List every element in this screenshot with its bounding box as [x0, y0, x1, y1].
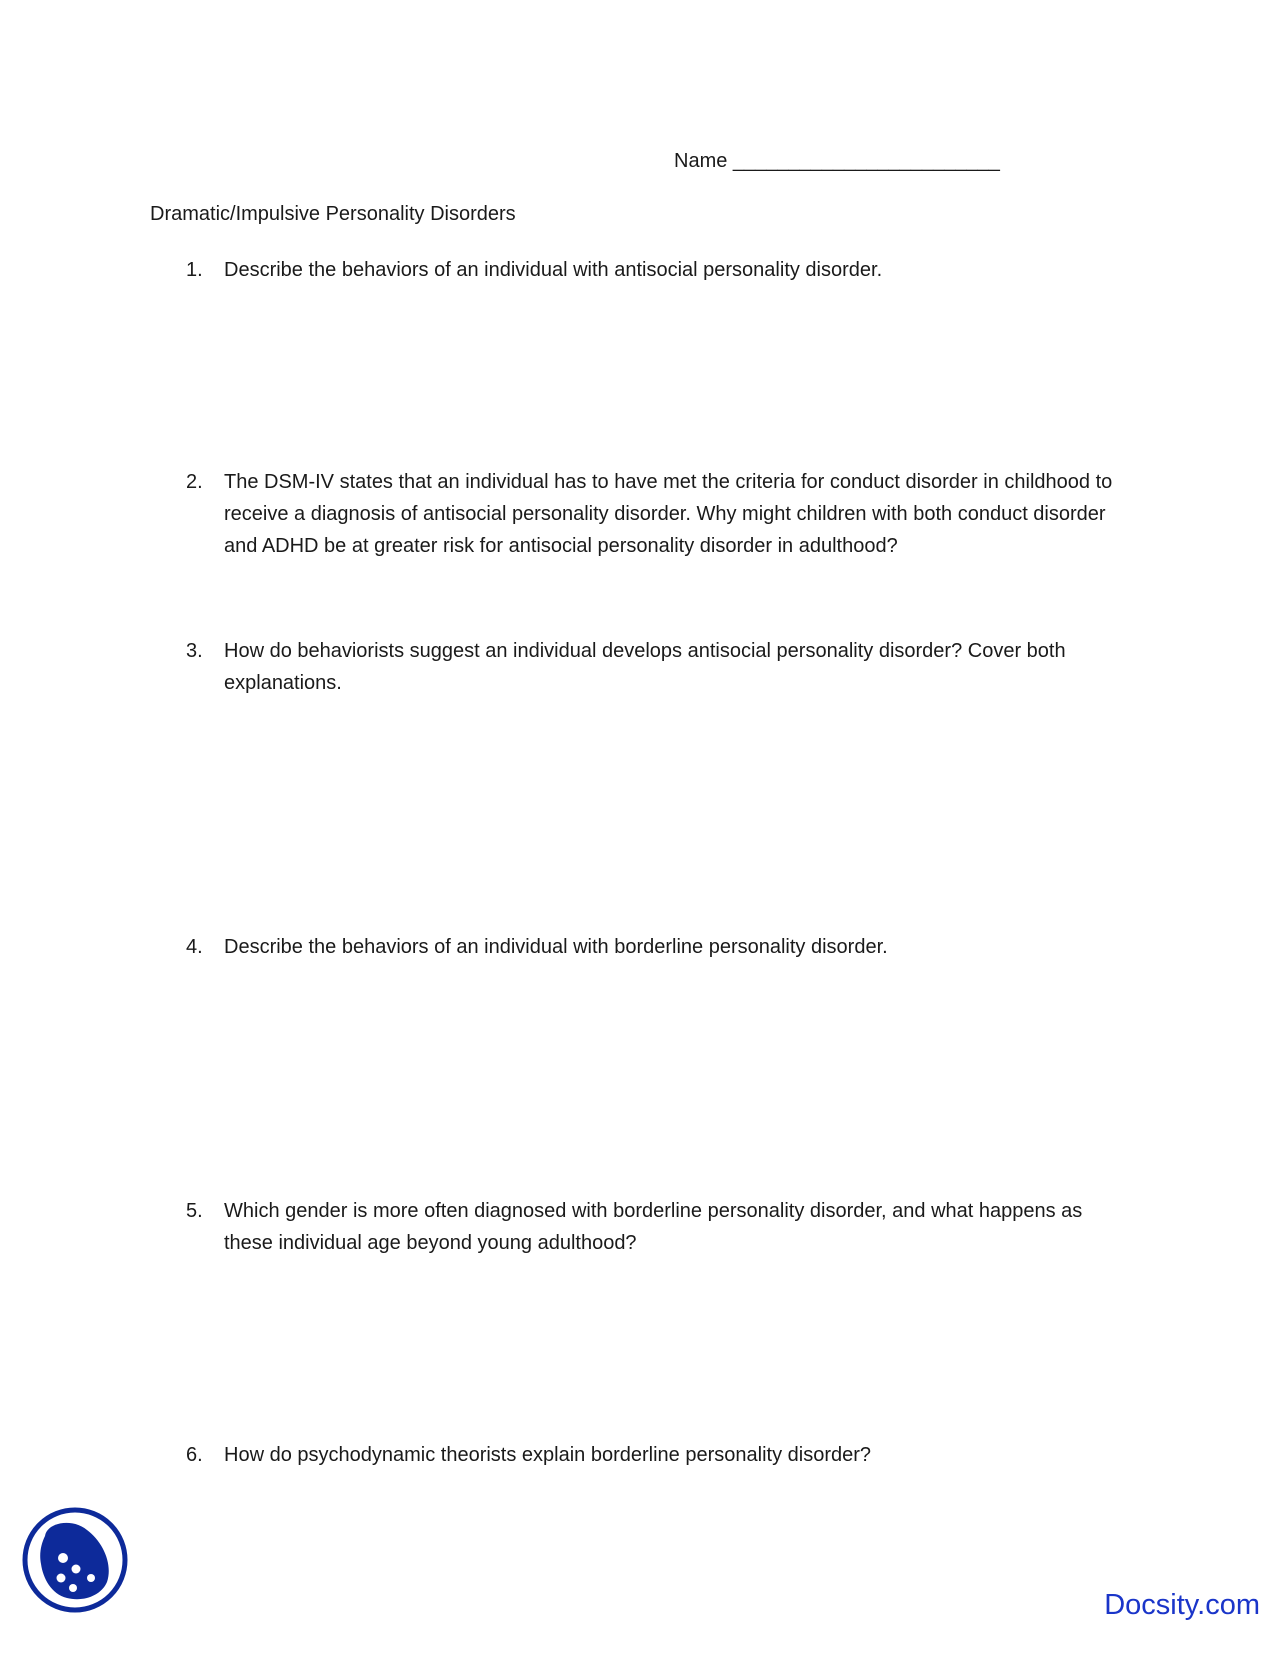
question-item: [186, 931, 1136, 963]
question-number: 6.: [186, 1444, 203, 1466]
question-item: [186, 1195, 1136, 1259]
question-text: Describe the behaviors of an individual with borderline personality disorder.: [224, 936, 888, 958]
question-item: [186, 1439, 1136, 1471]
question-item: [186, 466, 1136, 562]
name-label: Name: [674, 150, 728, 172]
question-number: 5.: [186, 1200, 203, 1222]
question-text: Which gender is more often diagnosed with borderline personality disorder, and what happens as these individual age beyond young adulthood?: [224, 1200, 1083, 1254]
question-item: [186, 254, 1136, 286]
name-field-line: [674, 150, 1000, 173]
question-text: How do psychodynamic theorists explain borderline personality disorder?: [224, 1444, 872, 1466]
question-text: Describe the behaviors of an individual with antisocial personality disorder.: [224, 259, 883, 281]
docsity-logo-icon[interactable]: [21, 1506, 129, 1614]
name-blank: ________________________: [732, 150, 1000, 172]
question-text: How do behaviorists suggest an individual develops antisocial personality disorder? Cover both explanations.: [224, 640, 1066, 694]
docsity-brand-link[interactable]: Docsity.com: [1104, 1589, 1260, 1621]
question-text: The DSM-IV states that an individual has to have met the criteria for conduct disorder in childhood to receive a diagnosis of antisocial personality disorder. Why might children with both conduct disorder and ADHD be at greater risk for antisocial personality disorder in adulthood?: [224, 471, 1113, 557]
question-item: [186, 635, 1136, 699]
question-number: 1.: [186, 259, 203, 281]
question-number: 2.: [186, 471, 203, 493]
document-title: Dramatic/Impulsive Personality Disorders: [150, 203, 516, 225]
question-number: 3.: [186, 640, 203, 662]
question-number: 4.: [186, 936, 203, 958]
